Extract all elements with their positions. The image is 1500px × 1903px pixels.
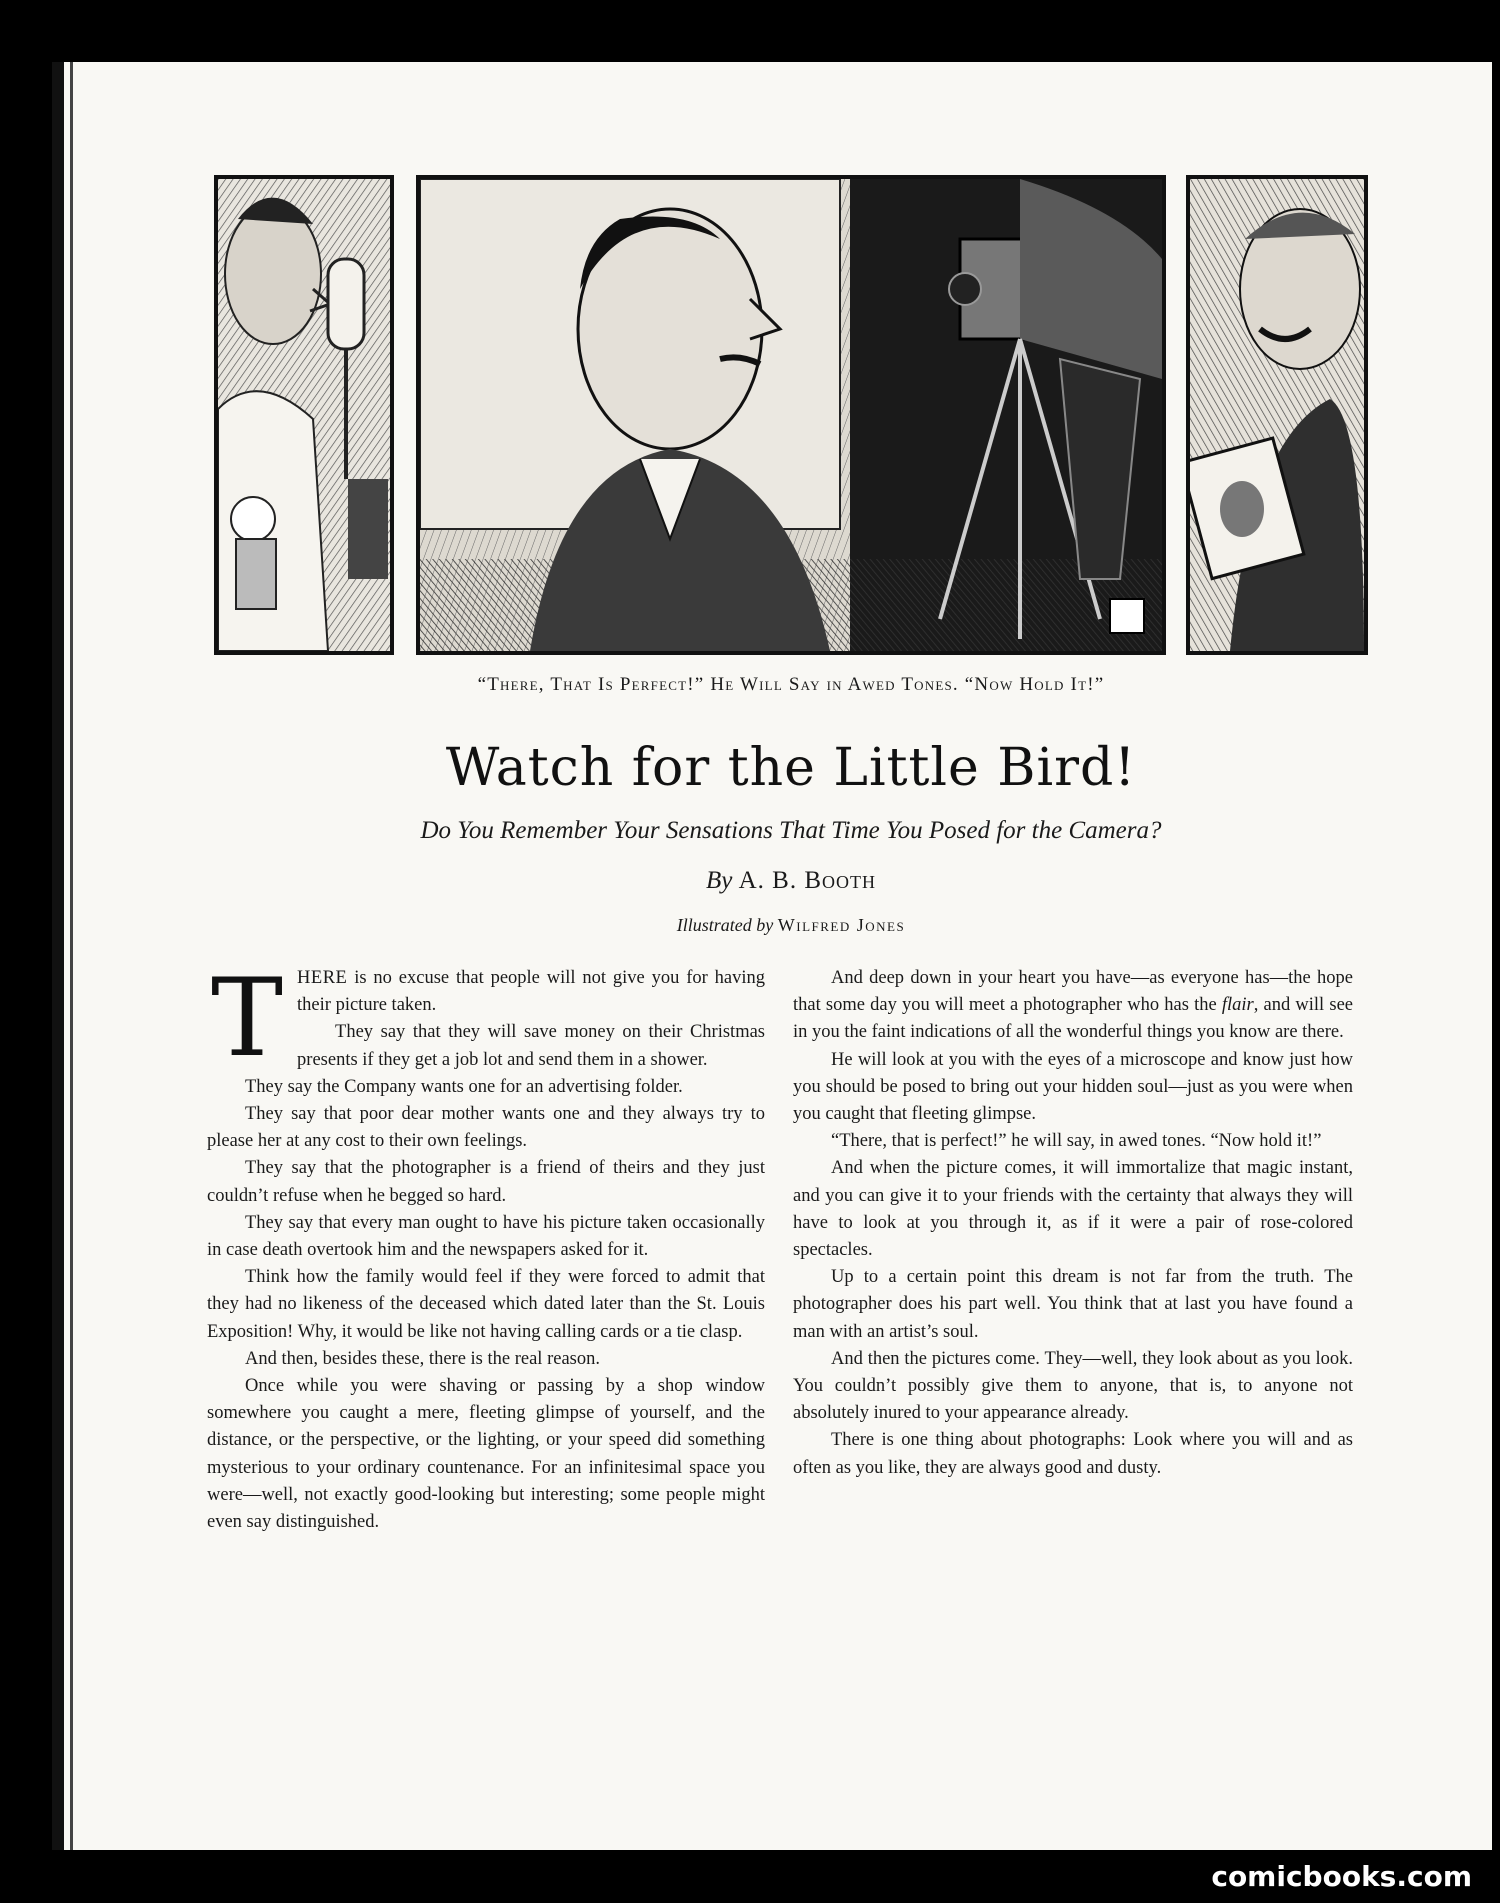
paragraph: “There, that is perfect!” he will say, in awed tones. “Now hold it!” (831, 1131, 1322, 1152)
italic-word: flair (1221, 995, 1254, 1016)
author-byline (214, 867, 1368, 895)
illustration-panel-photographer (416, 175, 1166, 655)
article-subtitle: Do You Remember Your Sensations That Time You Posed for the Camera? (420, 817, 1162, 844)
viewer-sketch-image (1190, 179, 1364, 651)
barber-sketch-image (218, 179, 390, 651)
paragraph: They say that poor dear mother wants one and they always try to please her at any cost to their own feelings. (207, 1104, 765, 1152)
paragraph: They say that they will save money on their Christmas presents if they get a job lot and send them in a shower. (297, 1022, 765, 1070)
page-spine (52, 62, 64, 1850)
paragraph: Once while you were shaving or passing by a shop window somewhere you caught a mere, fleeting glimpse of yourself, and the distance, or the perspective, or the lighting, or your speed did something mysterious to your ordinary countenance. For an infinitesimal space you were—well, not exactly good-looking but interesting; some people might even say distinguished. (207, 1376, 765, 1533)
page-spine-edge (70, 62, 73, 1850)
paragraph: They say that the photographer is a friend of theirs and they just couldn’t refuse when he begged so hard. (207, 1158, 765, 1206)
paragraph: Up to a certain point this dream is not far from the truth. The photographer does his part well. You think that at last you have found a man with an artist’s soul. (793, 1267, 1353, 1342)
byline-prefix: By (705, 867, 733, 894)
illustration-panel-barber (214, 175, 394, 655)
photographer-sketch-image (420, 179, 1162, 651)
paragraph: And when the picture comes, it will immortalize that magic instant, and you can give it to your friends with the certainty that always they will have to look at you through it, as if it were a pair of rose-colored spectacles. (793, 1158, 1353, 1261)
paragraph-text: is no excuse that people will not give you for having their picture taken. (297, 968, 765, 1016)
drop-cap: T (211, 956, 284, 1081)
paragraph: And then, besides these, there is the real reason. (245, 1348, 600, 1369)
paragraph-text: , and will see in you the faint indications of all the wonderful things you know are there. (793, 995, 1353, 1043)
illustration-caption: “There, That Is Perfect!” He Will Say in Awed Tones. “Now Hold It!” (477, 674, 1105, 695)
article-column-left (207, 956, 765, 1536)
paragraph: And then the pictures come. They—well, they look about as you look. You couldn’t possibly give them to anyone, that is, to anyone not absolutely inured to your appearance already. (793, 1348, 1353, 1424)
paragraph: They say that every man ought to have his picture taken occasionally in case death overtook him and the newspapers asked for it. (207, 1212, 765, 1261)
article-column-right (793, 965, 1353, 1482)
paragraph: Think how the family would feel if they were forced to admit that they had no likeness of the deceased which dated later than the St. Louis Exposition! Why, it would be like not having calling cards or a tie clasp. (207, 1267, 765, 1342)
lead-word: HERE (297, 968, 348, 988)
site-watermark: comicbooks.com (1211, 1860, 1472, 1893)
paragraph: He will look at you with the eyes of a microscope and know just how you should be posed to bring out your hidden soul—just as you were when you caught that fleeting glimpse. (793, 1049, 1353, 1125)
paragraph (793, 965, 1353, 1047)
paragraph: They say the Company wants one for an advertising folder. (245, 1076, 683, 1097)
author-name: A. B. Booth (738, 867, 877, 894)
paragraph-text: And deep down in your heart you have—as everyone has—the hope that some day you will meet a photographer who has the (793, 968, 1353, 1016)
illustrator-prefix: Illustrated by (676, 915, 774, 935)
illustrator-credit (214, 915, 1368, 936)
article-title: Watch for the Little Bird! (445, 738, 1137, 798)
paragraph: There is one thing about photographs: Look where you will and as often as you like, they are always good and dusty. (793, 1430, 1353, 1478)
illustrator-name: Wilfred Jones (777, 915, 906, 935)
illustration-panel-viewer (1186, 175, 1368, 655)
